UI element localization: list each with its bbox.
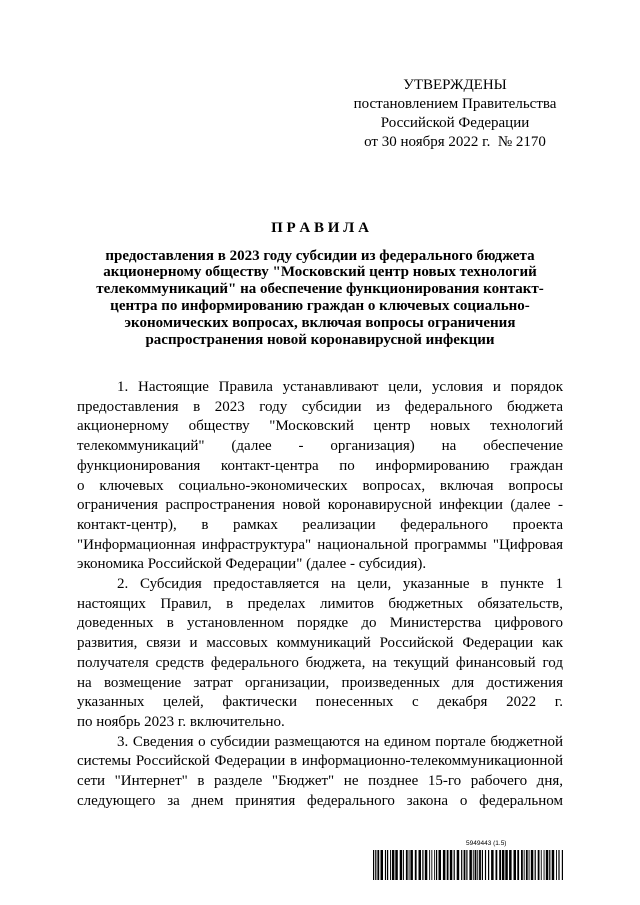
subtitle-line: предоставления в 2023 году субсидии из федерального бюджета: [105, 247, 535, 264]
subtitle-line: акционерному обществу "Московский центр новых технологий: [103, 264, 537, 281]
paragraph-line: сети "Интернет" в разделе "Бюджет" не позднее 15-го рабочего дня,: [77, 773, 563, 790]
barcode-caption: 5949443 (1.5): [466, 840, 507, 847]
paragraph-2: [77, 575, 563, 733]
paragraph-line: развития, связи и массовых коммуникаций Российской Федерации как: [77, 635, 563, 652]
barcode-bar: [549, 850, 550, 880]
paragraph-line: "Информационная инфраструктура" национальной программы "Цифровая: [77, 536, 563, 553]
barcode-bar: [544, 850, 545, 880]
barcode-bar: [385, 850, 386, 880]
barcode-bar: [436, 850, 437, 880]
barcode-bar: [538, 850, 540, 880]
barcode-bar: [479, 850, 481, 880]
barcode-bar: [439, 850, 442, 880]
barcode-bar: [514, 850, 517, 880]
barcode-bar: [466, 850, 467, 880]
barcode-bar: [485, 850, 486, 880]
barcode-bar: [541, 850, 542, 880]
barcode-bar: [546, 850, 549, 880]
barcode-bar: [473, 850, 474, 880]
paragraph-line: следующего за днем принятия федерального закона о федеральном: [77, 792, 563, 809]
barcode-bar: [387, 850, 388, 880]
barcode-bar: [529, 850, 530, 880]
barcode-bar: [505, 850, 508, 880]
paragraph-line: 3. Сведения о субсидии размещаются на едином портале бюджетной: [117, 733, 563, 750]
paragraph-line: доведенных в установленном порядке до Министерства цифрового: [77, 615, 563, 632]
subtitle-line: центра по информированию граждан о ключевых социально-: [110, 297, 530, 314]
document-subtitle: [77, 248, 563, 349]
barcode-bar: [488, 850, 489, 880]
barcode-bar: [434, 850, 435, 880]
paragraph-line: настоящих Правил, в пределах лимитов бюджетных обязательств,: [77, 595, 563, 612]
barcode-bar: [400, 850, 403, 880]
barcode-bar: [464, 850, 466, 880]
barcode-bar: [535, 850, 536, 880]
barcode-bar: [381, 850, 384, 880]
approval-heading: УТВЕРЖДЕНЫ: [403, 76, 507, 93]
barcode-bar: [373, 850, 374, 880]
barcode-bar: [475, 850, 477, 880]
barcode-bar: [454, 850, 455, 880]
approval-decree-line: постановлением Правительства: [353, 95, 557, 112]
barcode-bar: [521, 850, 523, 880]
approval-authority-line: Российской Федерации: [380, 114, 530, 131]
barcode-bar: [502, 850, 505, 880]
barcode-bar: [526, 850, 528, 880]
barcode-bar: [415, 850, 417, 880]
barcode-bar: [419, 850, 422, 880]
subtitle-line: распространения новой коронавирусной инфекции: [145, 331, 495, 348]
subtitle-line: телекоммуникаций" на обеспечение функционирования контакт-: [96, 281, 544, 298]
paragraph-line: функционирования контакт-центра по информированию граждан: [77, 457, 563, 474]
barcode-bar: [403, 850, 404, 880]
paragraph-line: экономика Российской Федерации" (далее - субсидия).: [77, 556, 427, 573]
barcode-bar: [422, 850, 423, 880]
barcode-bar: [410, 850, 413, 880]
barcode-bar: [377, 850, 379, 880]
paragraph-line: указанных целей, фактически понесенных с декабря 2022 г.: [77, 694, 563, 711]
barcode-bar: [524, 850, 525, 880]
barcode-bar: [556, 850, 557, 880]
paragraph-line: ограничения распространения новой коронавирусной инфекции (далее -: [77, 497, 563, 514]
barcode-bar: [469, 850, 472, 880]
barcode-bar: [457, 850, 460, 880]
barcode-bar: [429, 850, 430, 880]
barcode-bar: [443, 850, 446, 880]
barcode-bar: [461, 850, 462, 880]
barcode-bar: [509, 850, 512, 880]
paragraph-line: получателя средств федерального бюджета, на текущий финансовый год: [77, 654, 563, 671]
document-body: [77, 378, 563, 811]
barcode-bar: [450, 850, 453, 880]
barcode-bar: [562, 850, 563, 880]
paragraph-line: по ноябрь 2023 г. включительно.: [77, 713, 285, 730]
barcode-bar: [406, 850, 408, 880]
approval-block: [330, 76, 580, 152]
paragraph-3: [77, 733, 563, 812]
paragraph-1: [77, 378, 563, 575]
barcode-bar: [409, 850, 410, 880]
barcode-bar: [477, 850, 478, 880]
barcode-bar: [496, 850, 498, 880]
barcode-bar: [395, 850, 398, 880]
paragraph-line: системы Российской Федерации в информационно-телекоммуникационной: [77, 753, 563, 770]
barcode-bar: [392, 850, 395, 880]
paragraph-line: 2. Субсидия предоставляется на цели, указанные в пункте 1: [117, 576, 563, 593]
subtitle-line: экономических вопросах, включая вопросы ограничения: [124, 314, 516, 331]
paragraph-line: 1. Настоящие Правила устанавливают цели, условия и порядок: [117, 379, 563, 395]
barcode-bar: [558, 850, 559, 880]
barcode-bar: [390, 850, 391, 880]
paragraph-line: на возмещение затрат организации, произведенных для достижения: [77, 674, 563, 691]
barcode: [373, 850, 563, 880]
barcode-bar: [447, 850, 449, 880]
paragraph-line: предоставления в 2023 году субсидии из федерального бюджета: [77, 398, 563, 415]
barcode-bar: [499, 850, 501, 880]
barcode-bar: [425, 850, 428, 880]
barcode-bar: [517, 850, 519, 880]
barcode-bar: [531, 850, 534, 880]
approval-date-number-line: от 30 ноября 2022 г. № 2170: [364, 133, 546, 150]
barcode-bar: [482, 850, 483, 880]
barcode-bar: [431, 850, 432, 880]
barcode-bar: [375, 850, 376, 880]
barcode-bar: [552, 850, 555, 880]
paragraph-line: телекоммуникаций" (далее - организация) на обеспечение: [77, 438, 563, 455]
paragraph-line: акционерному обществу "Московский центр новых технологий: [77, 418, 563, 435]
paragraph-line: контакт-центр), в рамках реализации федерального проекта: [77, 516, 563, 533]
paragraph-line: о ключевых социально-экономических вопросах, включая вопросы: [77, 477, 563, 494]
barcode-bar: [491, 850, 494, 880]
document-title: П Р А В И Л А: [271, 220, 369, 236]
